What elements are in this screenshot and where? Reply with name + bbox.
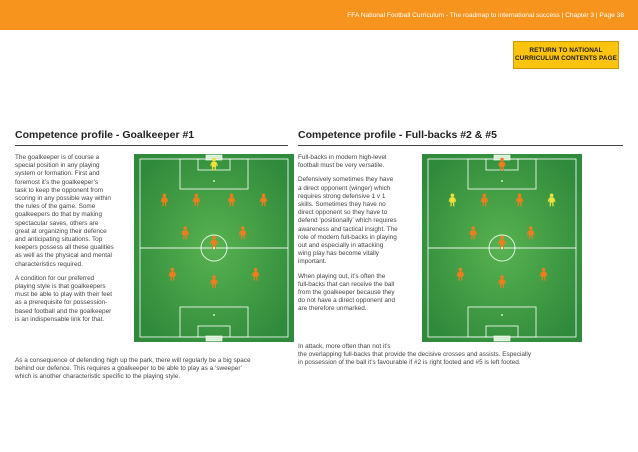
- goalkeeper-paragraph-1: [15, 154, 137, 269]
- player-head: [518, 194, 522, 198]
- text-line: requires strong defensive 1 v 1: [298, 192, 386, 200]
- text-line: football must be very versatile.: [298, 162, 385, 170]
- text-line: Defensively sometimes they have: [298, 176, 394, 184]
- goal-bottom: [494, 336, 510, 341]
- text-line: as well as the physical and mental: [15, 252, 112, 260]
- return-to-contents-button[interactable]: [513, 41, 619, 69]
- player-body: [212, 162, 217, 168]
- player-body: [229, 197, 234, 203]
- player-head: [241, 226, 245, 230]
- text-line: must be able to play with their feet: [15, 291, 112, 299]
- player-head: [483, 194, 487, 198]
- fullbacks-section-title: Competence profile - Full-backs #2 & #5: [298, 129, 497, 141]
- goalkeeper-formation-diagram: [134, 154, 294, 342]
- text-line: system or formation. First and: [15, 170, 100, 178]
- player-head: [471, 226, 475, 230]
- player-body: [458, 272, 463, 278]
- player-body: [253, 272, 258, 278]
- text-line: the rules of the game. Some: [15, 203, 96, 211]
- player-head: [262, 194, 266, 198]
- text-line: characteristics required.: [15, 260, 83, 268]
- fullbacks-formation-diagram: [422, 154, 582, 342]
- player-head: [212, 236, 216, 240]
- player-body: [541, 272, 546, 278]
- player-head: [542, 268, 546, 272]
- text-line: full-backs that can receive the ball: [298, 280, 395, 288]
- return-button-line1: RETURN TO NATIONAL: [529, 47, 603, 54]
- text-line: which is another characteristic specific to the playing style.: [15, 373, 181, 381]
- player-body: [194, 197, 199, 203]
- penalty-spot-top: [501, 180, 503, 182]
- penalty-spot-top: [213, 180, 215, 182]
- text-line: foremost it’s the goalkeeper’s: [15, 178, 99, 186]
- text-line: A condition for our preferred: [15, 274, 95, 282]
- player-head: [195, 194, 199, 198]
- text-line: are therefore unmarked.: [298, 305, 367, 313]
- text-line: based football and the goalkeeper: [15, 307, 112, 315]
- player-body: [500, 240, 505, 246]
- text-line: role of modern full-backs in playing: [298, 233, 397, 241]
- text-line: defend ‘positionally’ which requires: [298, 217, 397, 225]
- fullbacks-formation-pitch: [422, 154, 582, 342]
- player-body: [549, 197, 554, 203]
- text-line: as a prerequisite for possession-: [15, 299, 108, 307]
- text-line: a direct opponent (winger) which: [298, 184, 391, 192]
- player-body: [482, 197, 487, 203]
- player-body: [241, 230, 246, 236]
- penalty-spot-bottom: [501, 314, 503, 316]
- text-line: the overlapping full-backs that provide the decisive crosses and assists. Especially: [298, 351, 532, 359]
- penalty-spot-bottom: [213, 314, 215, 316]
- text-line: awareness and tactical insight. The: [298, 225, 398, 233]
- player-head: [230, 194, 234, 198]
- goal-bottom: [206, 336, 222, 341]
- fullbacks-paragraph-2: [298, 176, 422, 266]
- text-line: and anticipating situations. Top: [15, 236, 103, 244]
- player-body: [212, 279, 217, 285]
- text-line: scoring in any possible way within: [15, 195, 111, 203]
- player-head: [171, 268, 175, 272]
- text-line: task to keep the opponent from: [15, 186, 104, 194]
- text-line: direct opponent so they have to: [298, 209, 388, 217]
- goalkeeper-text-column: [15, 154, 137, 330]
- player-head: [163, 194, 167, 198]
- player-head: [254, 268, 258, 272]
- return-button-line2: CURRICULUM CONTENTS PAGE: [514, 55, 618, 62]
- player-body: [517, 197, 522, 203]
- fullbacks-paragraph-3: [298, 273, 422, 314]
- page-header-text: FFA National Football Curriculum - The roadmap to international success | Chapter 3 | Page 38: [347, 12, 624, 19]
- player-body: [500, 279, 505, 285]
- text-line: in possession of the ball it’s favourable if #2 is right footed and #5 is left footed.: [298, 359, 521, 367]
- player-body: [162, 197, 167, 203]
- player-body: [450, 197, 455, 203]
- text-line: from the goalkeeper because they: [298, 289, 395, 297]
- text-line: In attack, more often than not it’s: [298, 343, 391, 350]
- player-head: [212, 275, 216, 279]
- text-line: As a consequence of defending high up the park, there will regularly be a big space: [15, 357, 251, 364]
- player-head: [500, 275, 504, 279]
- player-head: [529, 226, 533, 230]
- player-head: [212, 158, 216, 162]
- text-line: is an indispensable link for that.: [15, 315, 105, 323]
- player-body: [183, 230, 188, 236]
- fullbacks-text-column: [298, 154, 422, 320]
- player-body: [261, 197, 266, 203]
- text-line: Full-backs in modern high-level: [298, 154, 387, 161]
- goalkeeper-paragraph-3: [15, 357, 305, 382]
- text-line: wing play has become vitally: [298, 250, 379, 258]
- player-head: [183, 226, 187, 230]
- goalkeeper-formation-pitch: [134, 154, 294, 342]
- text-line: skills. Sometimes they have no: [298, 201, 386, 209]
- player-head: [500, 158, 504, 162]
- player-body: [471, 230, 476, 236]
- text-line: important.: [298, 258, 327, 266]
- goalkeeper-title-rule: [15, 145, 288, 146]
- fullbacks-paragraph-4: [298, 343, 618, 368]
- player-head: [500, 236, 504, 240]
- player-head: [459, 268, 463, 272]
- text-line: The goalkeeper is of course a: [15, 154, 100, 161]
- goalkeeper-section-title: Competence profile - Goalkeeper #1: [15, 129, 195, 141]
- text-line: keepers possess all these qualities: [15, 244, 114, 252]
- text-line: goalkeepers do that by making: [15, 211, 103, 219]
- text-line: spectacular saves, others are: [15, 219, 99, 227]
- player-body: [500, 162, 505, 168]
- text-line: playing style is that goalkeepers: [15, 283, 106, 291]
- player-body: [170, 272, 175, 278]
- player-head: [451, 194, 455, 198]
- text-line: out and especially in attacking: [298, 242, 384, 250]
- fullbacks-title-rule: [298, 145, 623, 146]
- player-head: [550, 194, 554, 198]
- player-body: [212, 240, 217, 246]
- goalkeeper-paragraph-2: [15, 275, 137, 324]
- text-line: When playing out, it’s often the: [298, 272, 386, 280]
- text-line: do not have a direct opponent and: [298, 297, 396, 305]
- text-line: great at organizing their defence: [15, 227, 107, 235]
- player-body: [529, 230, 534, 236]
- header-bar: [0, 0, 638, 30]
- text-line: special position in any playing: [15, 162, 100, 170]
- text-line: behind our defence. This requires a goalkeeper to be able to play as a ‘sweeper’: [15, 365, 243, 373]
- fullbacks-paragraph-1: [298, 154, 422, 170]
